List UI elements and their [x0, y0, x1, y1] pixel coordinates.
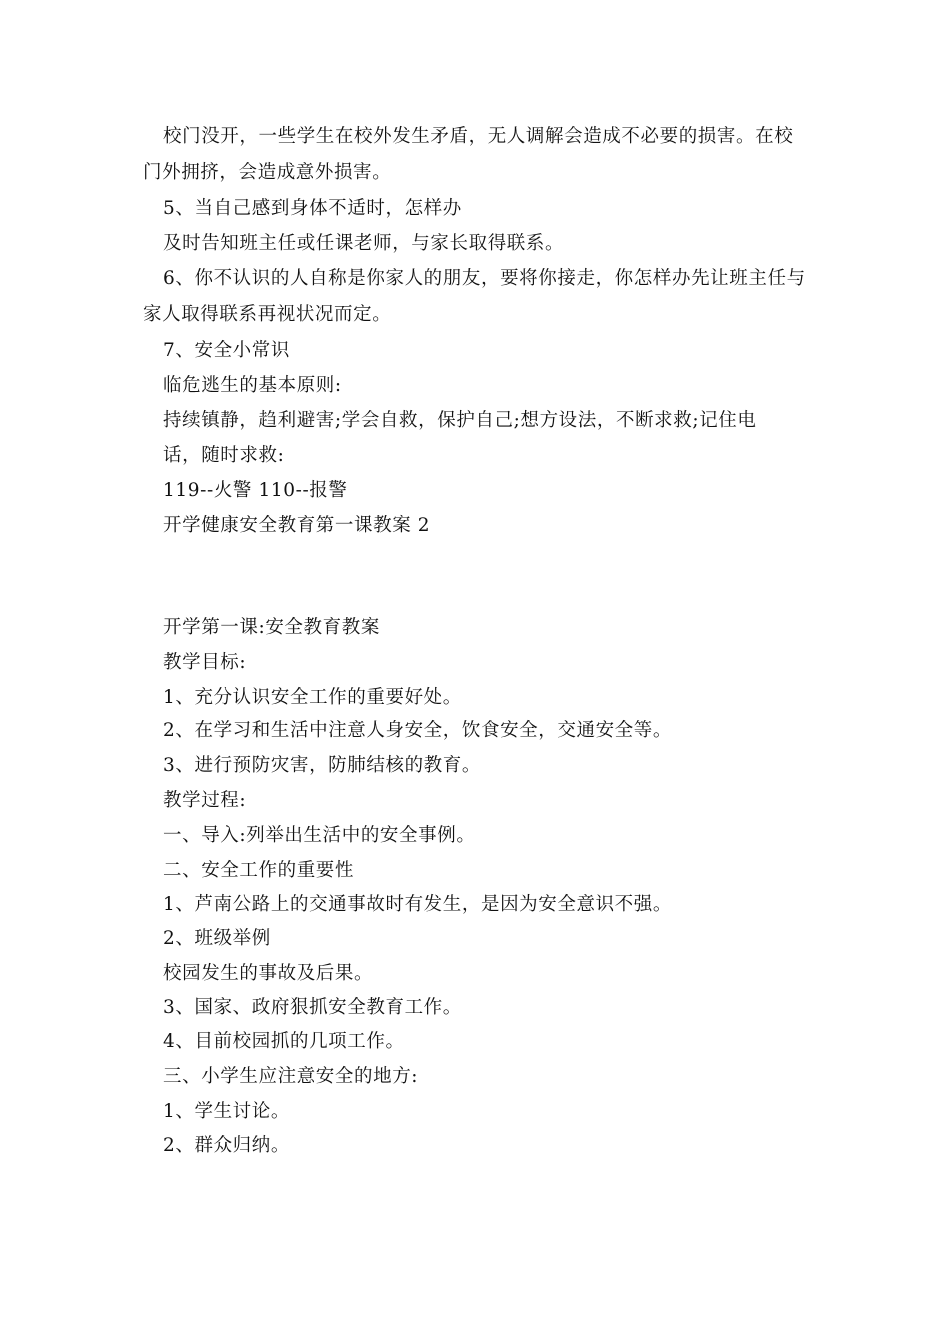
list-item: 3、进行预防灾害，防肺结核的教育。 [163, 755, 481, 776]
paragraph-line: 6、你不认识的人自称是你家人的朋友，要将你接走，你怎样办先让班主任与 [163, 268, 806, 289]
list-item: 4、目前校园抓的几项工作。 [163, 1031, 405, 1052]
paragraph-line: 家人取得联系再视状况而定。 [143, 304, 392, 325]
paragraph-line: 119--火警 110--报警 [163, 480, 348, 501]
paragraph-line: 持续镇静，趋利避害;学会自救，保护自己;想方设法，不断求救;记住电 [163, 410, 757, 431]
section-title: 开学第一课:安全教育教案 [163, 617, 380, 638]
paragraph-line: 教学过程: [163, 790, 247, 811]
paragraph-line: 临危逃生的基本原则: [163, 375, 342, 396]
paragraph-line: 话，随时求救: [163, 445, 285, 466]
list-item: 1、学生讨论。 [163, 1101, 290, 1122]
list-item: 3、国家、政府狠抓安全教育工作。 [163, 997, 462, 1018]
list-item: 2、群众归纳。 [163, 1135, 290, 1156]
section-heading: 开学健康安全教育第一课教案 2 [163, 515, 431, 536]
paragraph-line: 5、当自己感到身体不适时，怎样办 [163, 198, 462, 219]
list-item: 1、充分认识安全工作的重要好处。 [163, 687, 462, 708]
list-item: 2、在学习和生活中注意人身安全，饮食安全，交通安全等。 [163, 720, 672, 741]
paragraph-line: 校园发生的事故及后果。 [163, 963, 374, 984]
paragraph-line: 7、安全小常识 [163, 340, 290, 361]
list-item: 三、小学生应注意安全的地方: [163, 1066, 419, 1087]
paragraph-line: 及时告知班主任或任课老师，与家长取得联系。 [163, 233, 565, 254]
list-item: 二、安全工作的重要性 [163, 860, 355, 881]
paragraph-line: 教学目标: [163, 652, 247, 673]
list-item: 2、班级举例 [163, 928, 271, 949]
paragraph-line: 门外拥挤，会造成意外损害。 [143, 162, 392, 183]
list-item: 1、芦南公路上的交通事故时有发生，是因为安全意识不强。 [163, 894, 672, 915]
list-item: 一、导入:列举出生活中的安全事例。 [163, 825, 476, 846]
paragraph-line: 校门没开，一些学生在校外发生矛盾，无人调解会造成不必要的损害。在校 [163, 126, 794, 147]
